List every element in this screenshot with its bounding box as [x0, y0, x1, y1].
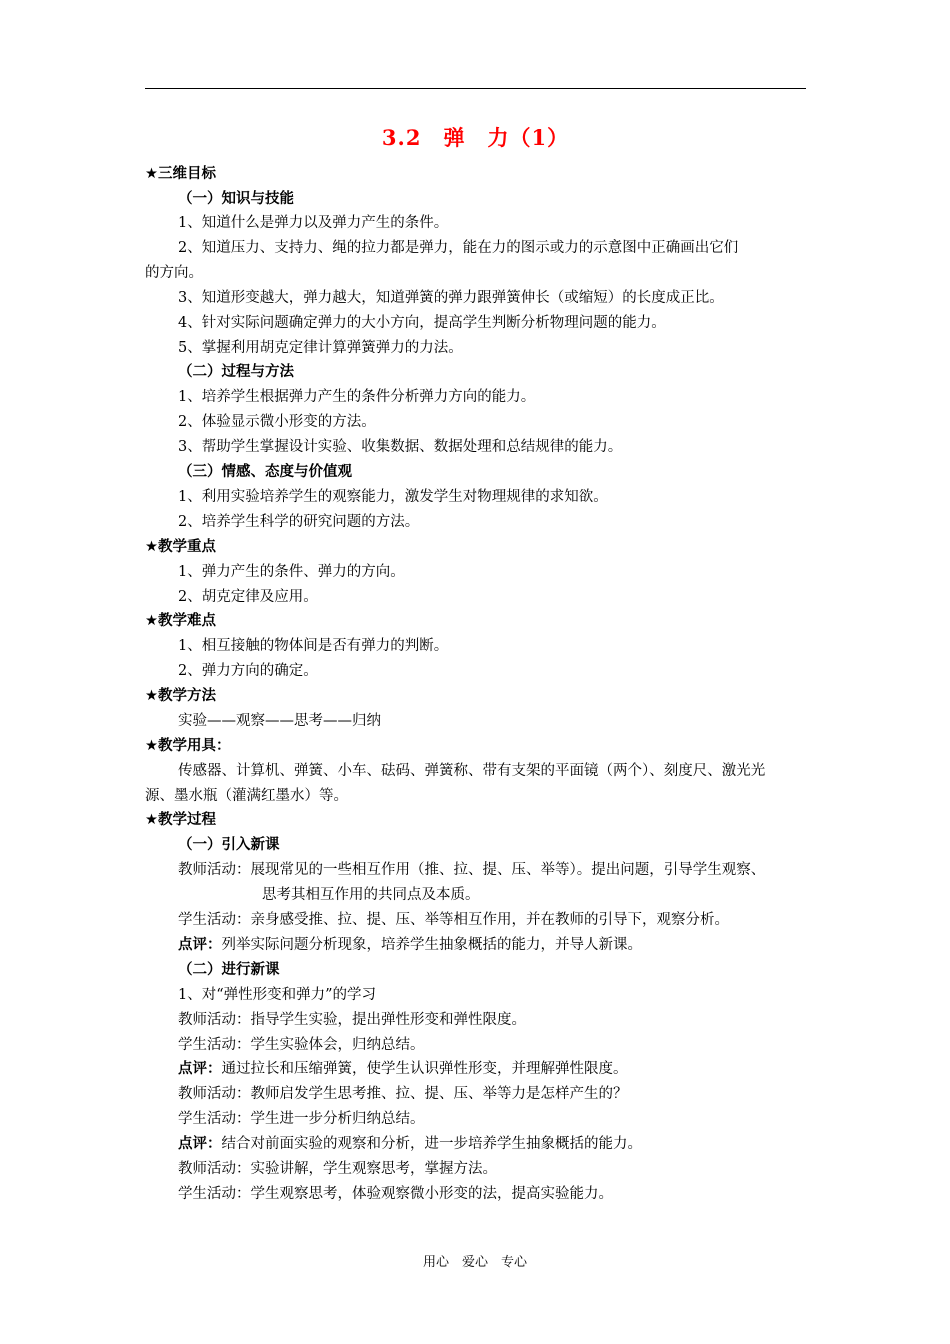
- student-activity: 学生活动：学生观察思考，体验观察微小形变的法，提高实验能力。: [178, 1186, 613, 1202]
- teacher-activity: 教师活动：实验讲解，学生观察思考，掌握方法。: [178, 1161, 497, 1177]
- student-activity: 学生活动：学生进一步分析归纳总结。: [178, 1111, 425, 1127]
- student-activity: 学生活动：学生实验体会，归纳总结。: [178, 1037, 425, 1053]
- section-heading-objectives: ★三维目标: [145, 166, 216, 182]
- list-item-cont: 源、墨水瓶（灌满红墨水）等。: [145, 788, 348, 804]
- teacher-activity-cont: 思考其相互作用的共同点及本质。: [262, 887, 480, 903]
- objective-item: 3、知道形变越大，弹力越大，知道弹簧的弹力跟弹簧伸长（或缩短）的长度成正比。: [178, 290, 724, 306]
- list-item: 1、对“弹性形变和弹力”的学习: [178, 987, 377, 1003]
- comment: [178, 935, 642, 955]
- sub-heading-knowledge: （一）知识与技能: [178, 191, 294, 207]
- list-item: 传感器、计算机、弹簧、小车、砝码、弹簧称、带有支架的平面镜（两个）、刻度尺、激光光: [178, 763, 766, 779]
- objective-item: 2、培养学生科学的研究问题的方法。: [178, 514, 420, 530]
- list-item: 1、相互接触的物体间是否有弹力的判断。: [178, 638, 449, 654]
- objective-item: 1、利用实验培养学生的观察能力，激发学生对物理规律的求知欲。: [178, 489, 608, 505]
- comment-label: 点评：: [178, 1061, 222, 1077]
- section-heading-process: ★教学过程: [145, 812, 216, 828]
- objective-item: 5、掌握利用胡克定律计算弹簧弹力的力法。: [178, 340, 463, 356]
- objective-item: 2、体验显示微小形变的方法。: [178, 414, 376, 430]
- page-title: 3.2 弹 力（1）: [381, 125, 570, 150]
- header-rule: [145, 88, 806, 89]
- teacher-activity: 教师活动：教师启发学生思考推、拉、提、压、举等力是怎样产生的？: [178, 1086, 628, 1102]
- objective-item: 1、培养学生根据弹力产生的条件分析弹力方向的能力。: [178, 389, 536, 405]
- comment-label: 点评：: [178, 1136, 222, 1152]
- list-item: 实验——观察——思考——归纳: [178, 713, 381, 729]
- sub-heading-attitude: （三）情感、态度与价值观: [178, 464, 352, 480]
- objective-item: 3、帮助学生掌握设计实验、收集数据、数据处理和总结规律的能力。: [178, 439, 623, 455]
- section-heading-difficulties: ★教学难点: [145, 613, 216, 629]
- comment: [178, 1134, 642, 1154]
- page-footer: 用心 爱心 专心: [422, 1255, 527, 1270]
- objective-item: 1、知道什么是弹力以及弹力产生的条件。: [178, 215, 449, 231]
- objective-item: 4、针对实际问题确定弹力的大小方向，提高学生判断分析物理问题的能力。: [178, 315, 666, 331]
- sub-heading-intro: （一）引入新课: [178, 837, 280, 853]
- section-heading-key-points: ★教学重点: [145, 539, 216, 555]
- teacher-activity: 教师活动：指导学生实验，提出弹性形变和弹性限度。: [178, 1012, 526, 1028]
- comment-text: 列举实际问题分析现象，培养学生抽象概括的能力，并导人新课。: [221, 937, 642, 953]
- objective-item: 2、知道压力、支持力、绳的拉力都是弹力，能在力的图示或力的示意图中正确画出它们: [178, 240, 739, 256]
- objective-item-cont: 的方向。: [145, 265, 203, 281]
- student-activity: 学生活动：亲身感受推、拉、提、压、举等相互作用，并在教师的引导下，观察分析。: [178, 912, 729, 928]
- teacher-activity: 教师活动：展现常见的一些相互作用（推、拉、提、压、举等）。提出问题，引导学生观察、: [178, 862, 766, 878]
- comment-label: 点评：: [178, 937, 222, 953]
- sub-heading-process: （二）过程与方法: [178, 364, 294, 380]
- comment-text: 结合对前面实验的观察和分析，进一步培养学生抽象概括的能力。: [221, 1136, 642, 1152]
- section-heading-methods: ★教学方法: [145, 688, 216, 704]
- sub-heading-new-lesson: （二）进行新课: [178, 962, 280, 978]
- list-item: 2、弹力方向的确定。: [178, 663, 318, 679]
- list-item: 2、胡克定律及应用。: [178, 589, 318, 605]
- comment: [178, 1059, 628, 1079]
- list-item: 1、弹力产生的条件、弹力的方向。: [178, 564, 405, 580]
- comment-text: 通过拉长和压缩弹簧，使学生认识弹性形变，并理解弹性限度。: [221, 1061, 628, 1077]
- section-heading-tools: ★教学用具：: [145, 738, 231, 754]
